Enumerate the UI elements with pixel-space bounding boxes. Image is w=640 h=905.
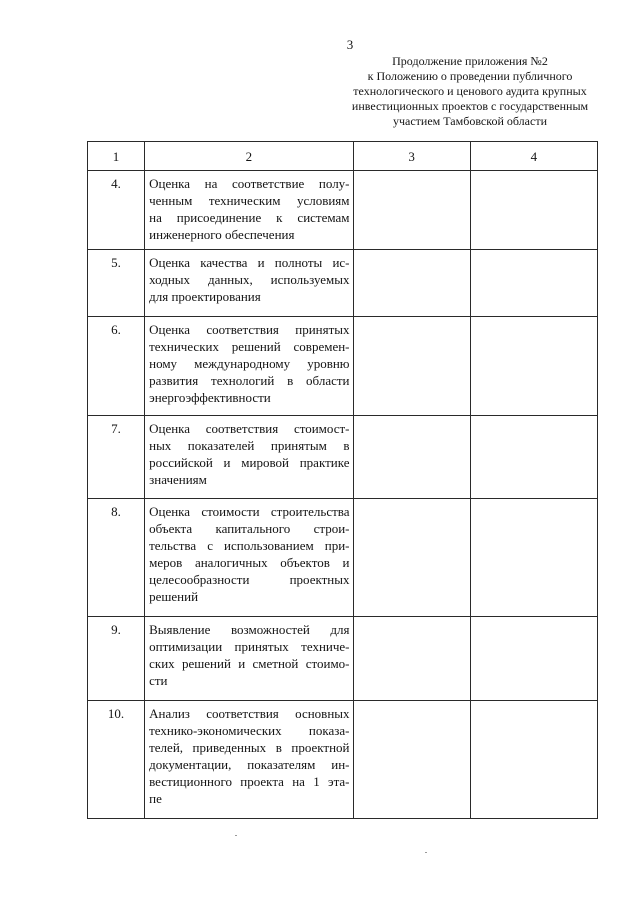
scan-artifact [235, 835, 237, 836]
column-3-cell [353, 617, 470, 701]
description-line: документации, показателям ин- [149, 757, 350, 772]
description-line: ских решений и сметной стоимо- [149, 656, 350, 671]
description-line: энергоэффективности [149, 390, 271, 405]
table-row [88, 617, 598, 701]
column-3-cell [353, 317, 470, 416]
row-description [145, 416, 353, 499]
row-number: 4. [88, 171, 145, 250]
page-number: 3 [346, 37, 354, 52]
description-line: меров аналогичных объектов и [149, 555, 350, 570]
description-line: Выявление возможностей для [149, 622, 350, 637]
description-line: решений [149, 589, 199, 604]
appendix-header [300, 54, 640, 129]
row-description [145, 701, 353, 819]
row-number: 8. [88, 499, 145, 617]
description-line: пе [149, 791, 162, 806]
table-row [88, 499, 598, 617]
row-description [145, 499, 353, 617]
column-3-cell [353, 250, 470, 317]
header-line: участием Тамбовской области [392, 114, 547, 128]
table-header-row [88, 142, 598, 171]
column-4-cell [470, 617, 597, 701]
description-line: на присоединение к системам [149, 210, 350, 225]
description-line: технико-экономических показа- [149, 723, 350, 738]
description-line: Оценка соответствия принятых [149, 322, 350, 337]
row-number: 9. [88, 617, 145, 701]
description-line: ченным техническим условиям [149, 193, 350, 208]
description-line: тельства с использованием при- [149, 538, 350, 553]
column-3-cell [353, 701, 470, 819]
table-row [88, 317, 598, 416]
description-line: для проектирования [149, 289, 261, 304]
column-4-cell [470, 499, 597, 617]
row-number: 7. [88, 416, 145, 499]
column-3-cell [353, 171, 470, 250]
description-line: вестиционного проекта на 1 эта- [149, 774, 350, 789]
description-line: Оценка стоимости строительства [149, 504, 350, 519]
row-description [145, 617, 353, 701]
audit-table [87, 141, 598, 819]
description-line: Оценка соответствия стоимост- [149, 421, 350, 436]
description-line: развития технологий в области [149, 373, 350, 388]
column-3-cell [353, 416, 470, 499]
column-header: 3 [353, 142, 470, 171]
description-line: оптимизации принятых техниче- [149, 639, 350, 654]
table-row [88, 701, 598, 819]
header-line: Продолжение приложения №2 [392, 54, 548, 68]
description-line: Анализ соответствия основных [149, 706, 350, 721]
table-row [88, 171, 598, 250]
description-line: ных показателей принятым в [149, 438, 350, 453]
description-line: инженерного обеспечения [149, 227, 295, 242]
row-description [145, 317, 353, 416]
column-4-cell [470, 171, 597, 250]
description-line: Оценка на соответствие полу- [149, 176, 350, 191]
column-header: 4 [470, 142, 597, 171]
column-4-cell [470, 701, 597, 819]
table-row [88, 416, 598, 499]
column-3-cell [353, 499, 470, 617]
description-line: целесообразности проектных [149, 572, 350, 587]
description-line: ному международному уровню [149, 356, 350, 371]
column-header: 2 [145, 142, 353, 171]
row-number: 5. [88, 250, 145, 317]
description-line: значениям [149, 472, 207, 487]
header-line: технологического и ценового аудита крупных [353, 84, 587, 98]
header-line: инвестиционных проектов с государственным [351, 99, 589, 113]
description-line: российской и мировой практике [149, 455, 350, 470]
header-line: к Положению о проведении публичного [367, 69, 573, 83]
row-description [145, 250, 353, 317]
description-line: сти [149, 673, 168, 688]
scan-artifact [425, 852, 427, 853]
table-row [88, 250, 598, 317]
column-4-cell [470, 317, 597, 416]
description-line: телей, приведенных в проектной [149, 740, 350, 755]
description-line: технических решений современ- [149, 339, 350, 354]
row-number: 6. [88, 317, 145, 416]
row-number: 10. [88, 701, 145, 819]
column-header: 1 [88, 142, 145, 171]
description-line: объекта капитального строи- [149, 521, 350, 536]
column-4-cell [470, 250, 597, 317]
description-line: ходных данных, используемых [149, 272, 350, 287]
row-description [145, 171, 353, 250]
description-line: Оценка качества и полноты ис- [149, 255, 350, 270]
column-4-cell [470, 416, 597, 499]
